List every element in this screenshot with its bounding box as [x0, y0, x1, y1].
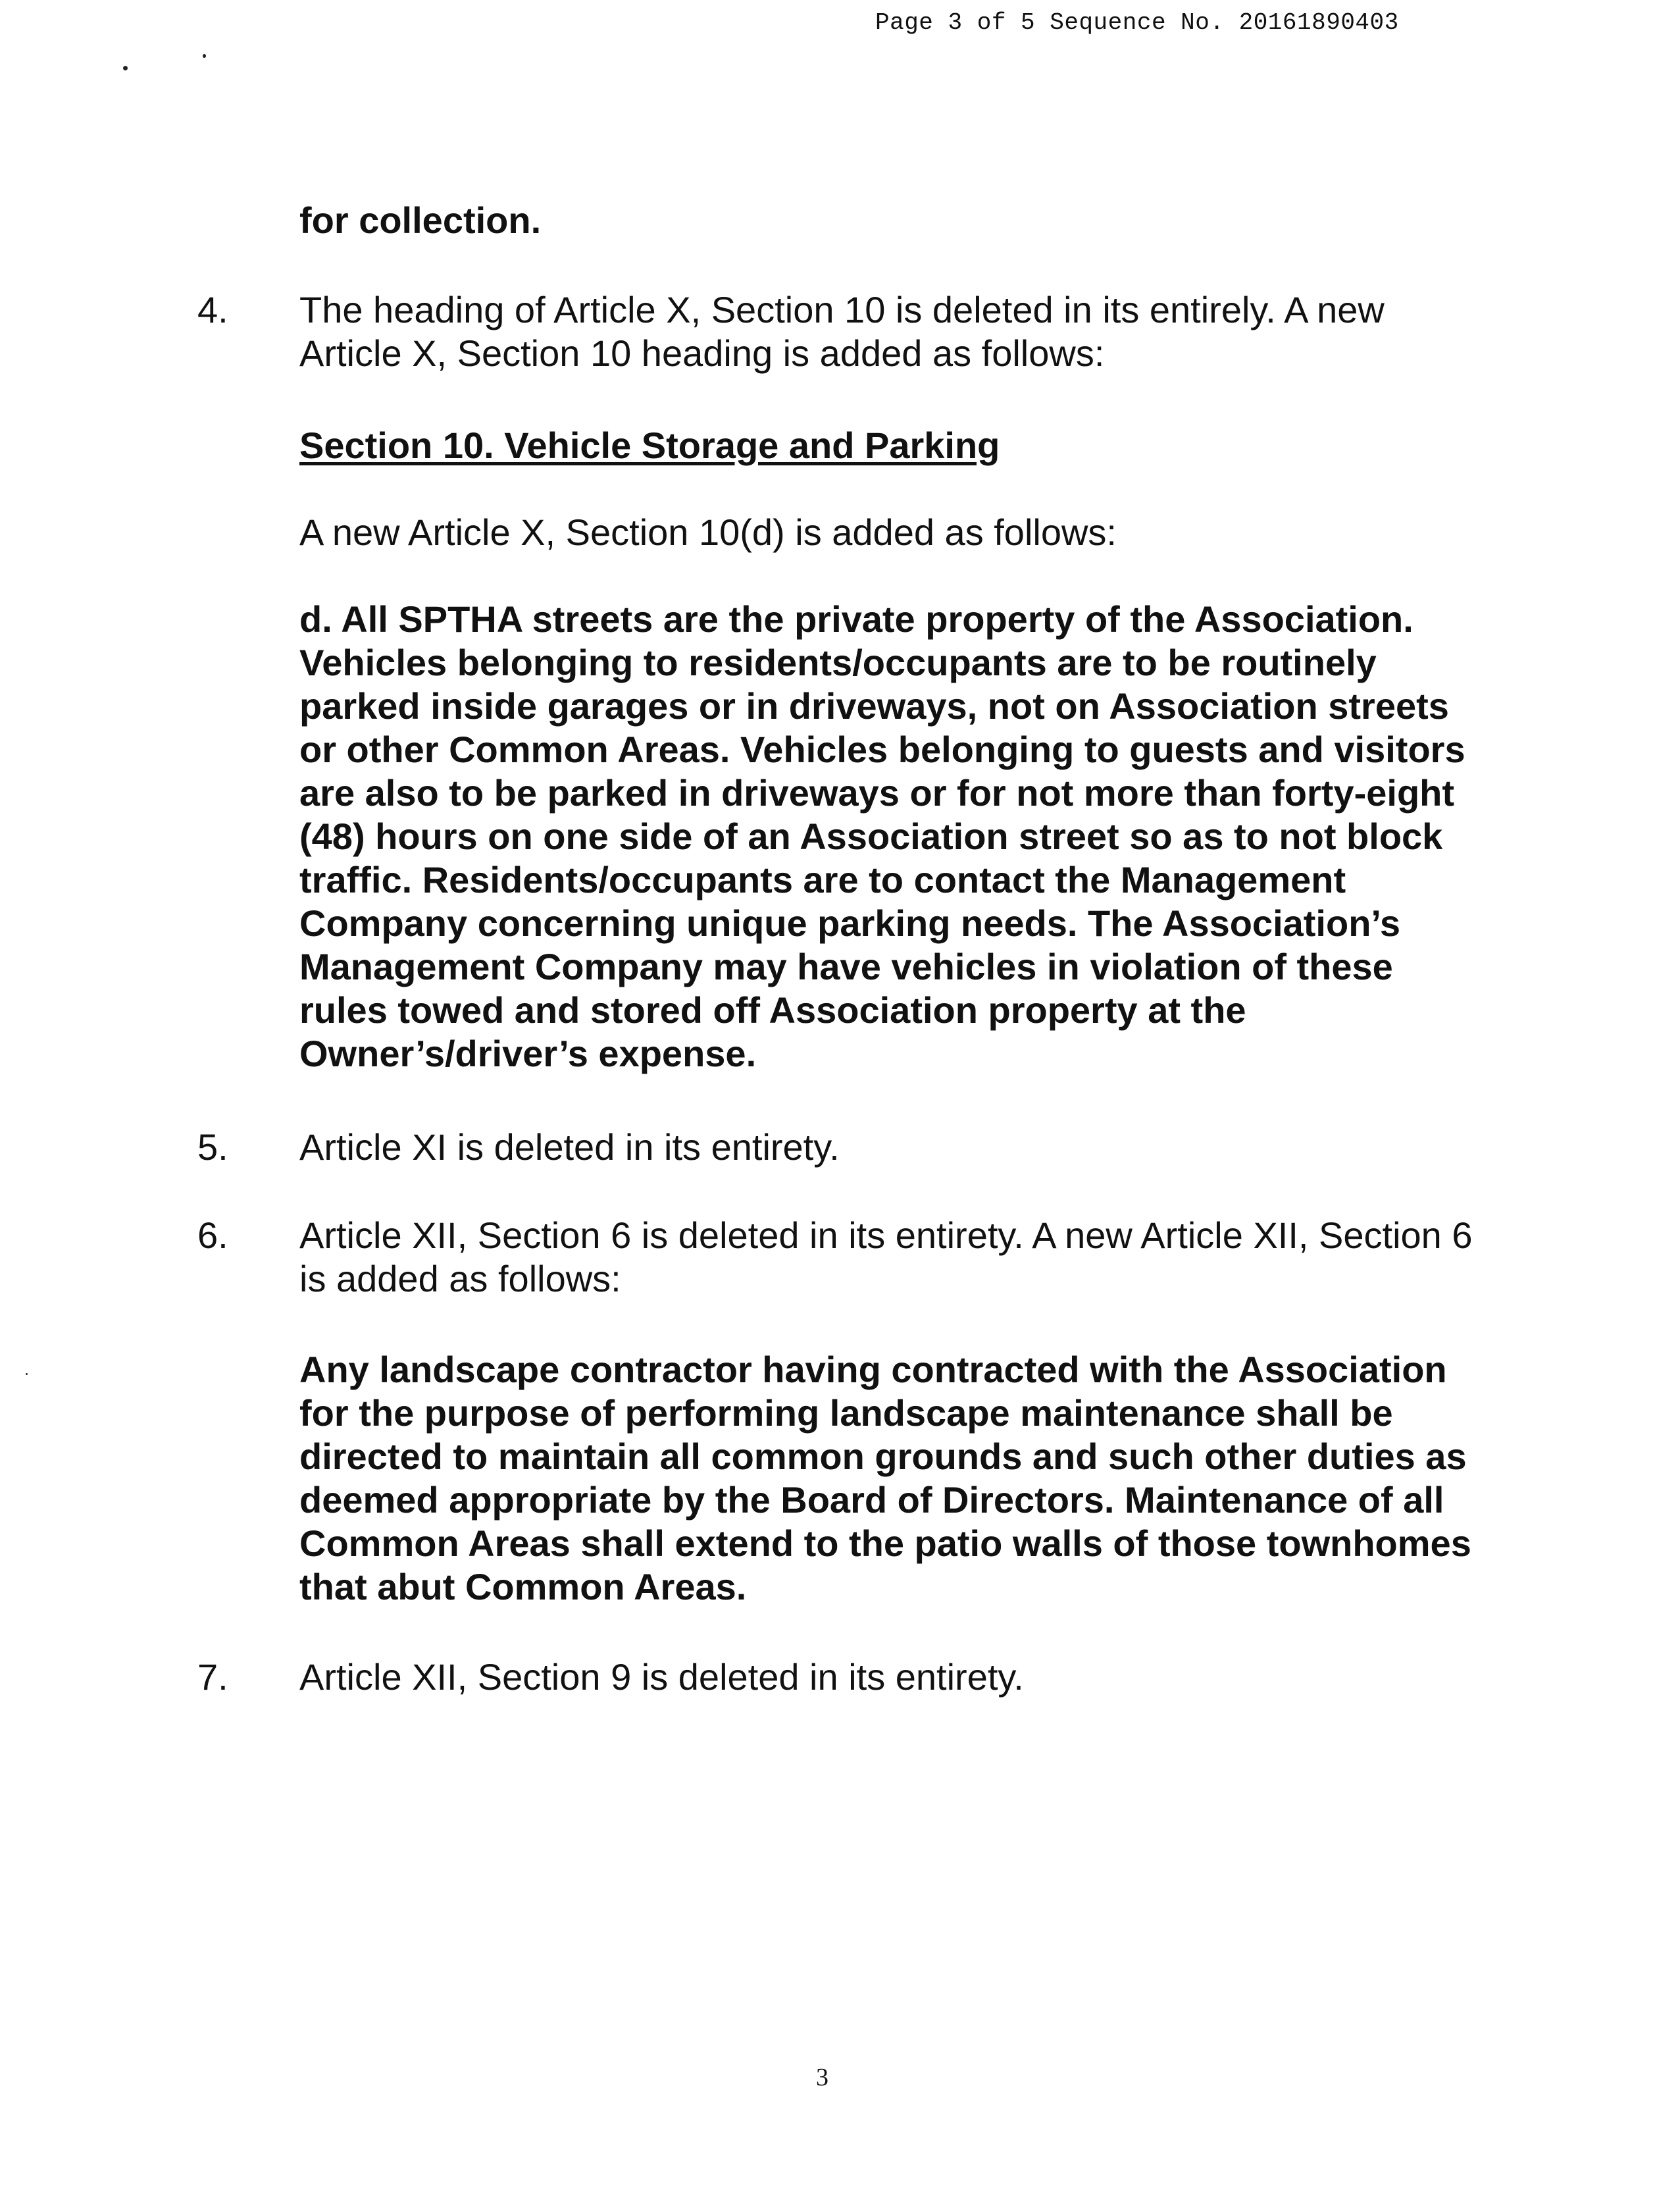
list-item-5 [197, 1126, 1481, 1169]
section-heading: Section 10. Vehicle Storage and Parking [299, 425, 1000, 466]
item-number: 4. [197, 289, 228, 330]
item-number: 6. [197, 1214, 228, 1256]
page-number: 3 [816, 2064, 828, 2091]
item-text: Article XII, Section 6 is deleted in its entirety. A new Article XII, Section 6 is added as follows: [299, 1214, 1473, 1299]
list-item-7 [197, 1655, 1481, 1699]
item-number: 5. [197, 1126, 228, 1168]
item-number: 7. [197, 1656, 228, 1698]
scan-speck [26, 1373, 28, 1375]
item-text: Article XII, Section 9 is deleted in its entirety. [299, 1656, 1024, 1698]
scan-speck [123, 66, 128, 70]
continuation-text: for collection. [299, 199, 542, 241]
page-sequence-header: Page 3 of 5 Sequence No. 20161890403 [875, 9, 1399, 36]
section-6-text: Any landscape contractor having contracted with the Association for the purpose of performing landscape maintenance shall be directed to maintain all common grounds and such other duties as deemed appropriate by the Board of Directors. Maintenance of all Common Areas shall extend to the patio walls of those townhomes that abut Common Areas. [299, 1349, 1471, 1607]
section-10d-text: d. All SPTHA streets are the private property of the Association. Vehicles belonging to residents/occupants are to be routinely parked inside garages or in driveways, not on Association streets or other Common Areas. Vehicles belonging to guests and visitors are also to be parked in driveways or for not more than forty-eight (48) hours on one side of an Association street so as to not block traffic. Residents/occupants are to contact the Management Company concerning unique parking needs. The Association’s Management Company may have vehicles in violation of these rules towed and stored off Association property at the Owner’s/driver’s expense. [299, 598, 1465, 1074]
item-text: Article XI is deleted in its entirety. [299, 1126, 840, 1168]
list-item-6 [197, 1214, 1481, 1301]
scan-speck [203, 54, 206, 58]
list-item-4 [197, 288, 1481, 375]
section-intro: A new Article X, Section 10(d) is added as follows: [299, 511, 1117, 553]
item-text: The heading of Article X, Section 10 is deleted in its entirely. A new Article X, Section 10 heading is added as follows: [299, 289, 1385, 374]
